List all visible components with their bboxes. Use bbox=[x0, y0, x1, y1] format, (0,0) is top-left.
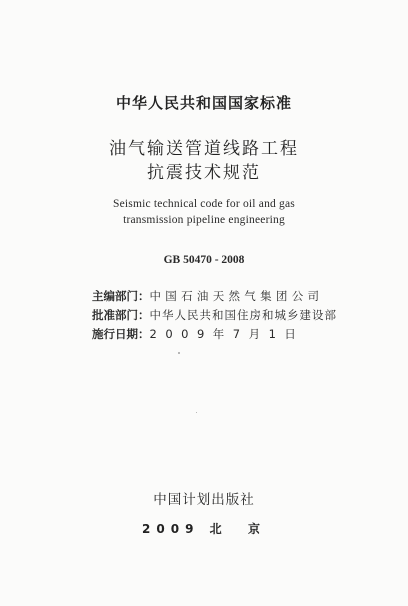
editor-value: 中国石油天然气集团公司 bbox=[149, 289, 324, 303]
scan-speck bbox=[196, 412, 197, 413]
editor-label: 主编部门： bbox=[92, 289, 150, 303]
scan-speck bbox=[178, 352, 180, 354]
editor-row bbox=[92, 288, 342, 304]
standard-type-heading: 中华人民共和国国家标准 bbox=[115, 94, 292, 112]
effective-date-value: 2009年7月1日 bbox=[149, 327, 305, 341]
document-title-line-1: 油气输送管道线路工程 bbox=[109, 139, 299, 159]
effective-date-row bbox=[92, 326, 342, 342]
approver-label: 批准部门： bbox=[92, 308, 150, 322]
english-title-line-2: transmission pipeline engineering bbox=[123, 214, 285, 226]
publication-year-place: 2009 北 京 bbox=[142, 522, 266, 536]
approver-row bbox=[92, 307, 342, 323]
document-title-line-2: 抗震技术规范 bbox=[147, 163, 261, 183]
standard-code: GB 50470 - 2008 bbox=[163, 254, 245, 266]
publisher-name: 中国计划出版社 bbox=[153, 492, 255, 508]
approver-value: 中华人民共和国住房和城乡建设部 bbox=[149, 308, 337, 322]
effective-date-label: 施行日期： bbox=[92, 327, 150, 341]
english-title-line-1: Seismic technical code for oil and gas bbox=[113, 198, 295, 210]
